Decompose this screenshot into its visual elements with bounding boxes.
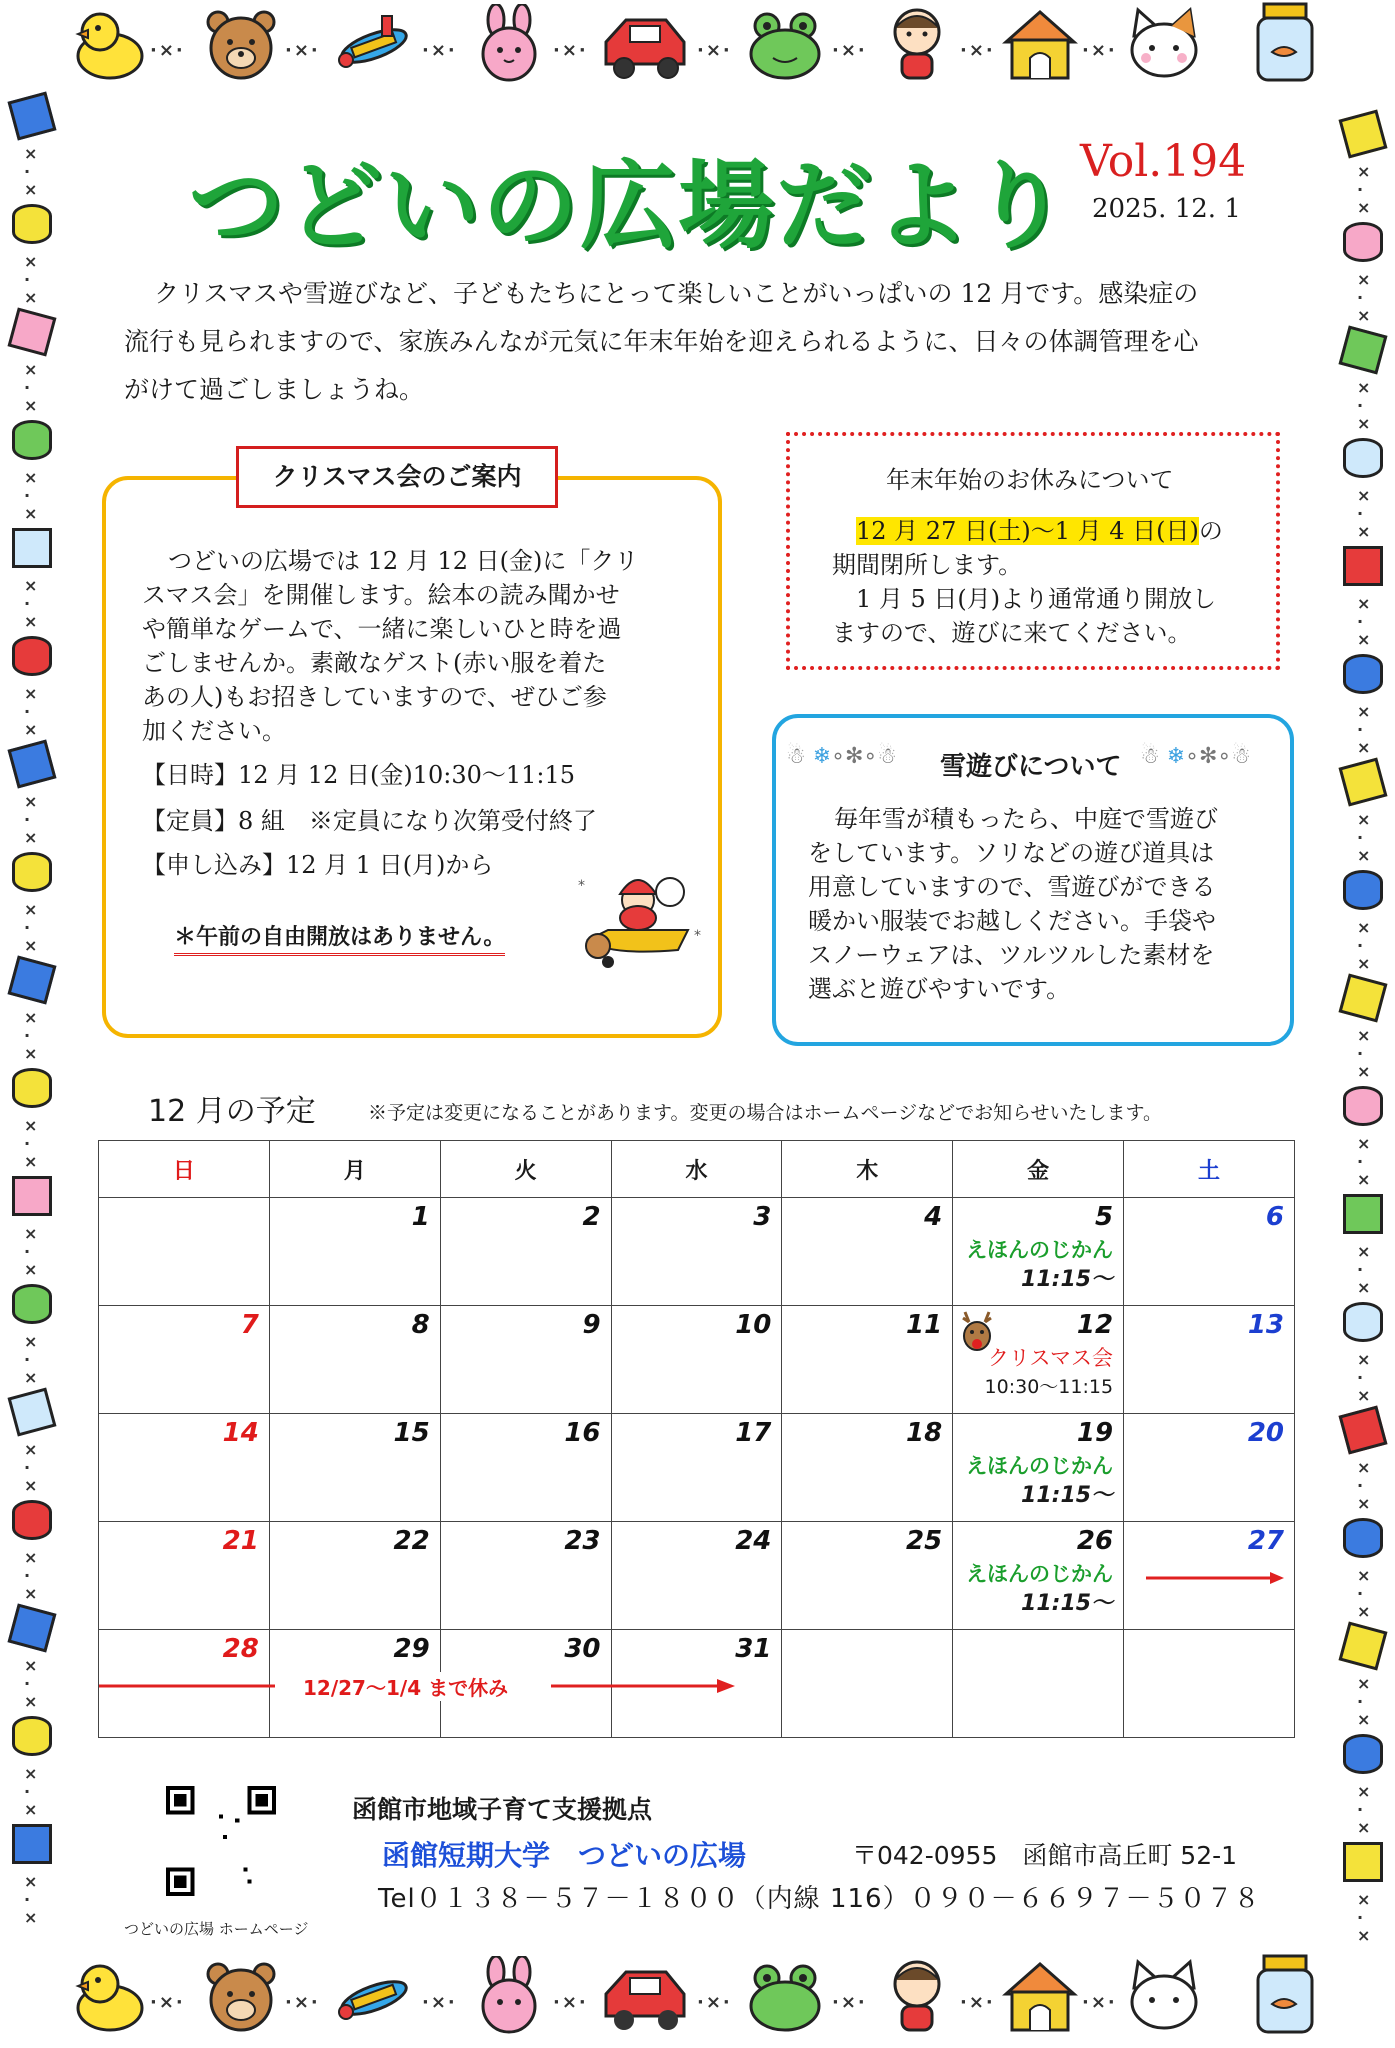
border-x-mark: × — [24, 684, 38, 703]
left-border-decoration — [0, 96, 60, 1952]
border-x-mark: × — [1357, 594, 1371, 613]
toy-block-icon — [12, 204, 52, 244]
calendar-day-cell — [1124, 1198, 1295, 1306]
rabbit-icon — [470, 4, 548, 82]
border-x-mark: × — [24, 1800, 38, 1819]
border-x-mark: × — [24, 1548, 38, 1567]
christmas-note: ＊午前の自由開放はありません。 — [174, 920, 505, 956]
toy-block-icon — [1343, 1086, 1383, 1126]
calendar-day-cell — [611, 1414, 782, 1522]
border-x-mark: × — [1357, 162, 1371, 181]
calendar-day-cell — [440, 1306, 611, 1414]
border-x-mark: × — [24, 900, 38, 919]
border-x-mark: × — [24, 1008, 38, 1027]
toy-block-icon — [1339, 326, 1388, 375]
day-number: 7 — [240, 1310, 259, 1340]
day-number: 30 — [564, 1634, 601, 1664]
weekday-thu: 木 — [782, 1141, 953, 1198]
day-number: 27 — [1247, 1526, 1284, 1556]
christmas-capacity-line: 【定員】8 組 ※定員になり次第受付終了 — [142, 807, 597, 835]
border-x-mark: × — [1357, 630, 1371, 649]
border-x-mark: · — [24, 918, 31, 937]
toy-block-icon — [12, 1284, 52, 1324]
border-x-mark: · — [1357, 828, 1364, 847]
day-number: 12 — [1076, 1310, 1114, 1340]
border-x-mark: × — [1357, 1350, 1371, 1369]
toy-block-icon — [12, 420, 52, 460]
border-x-mark: · — [24, 1350, 31, 1369]
border-x-mark: × — [24, 936, 38, 955]
girl-icon — [878, 4, 956, 82]
snow-body — [808, 802, 1278, 1006]
calendar-day-cell — [782, 1306, 953, 1414]
border-x-mark: × — [1357, 198, 1371, 217]
girl-icon — [878, 1956, 956, 2034]
calendar-week-row — [99, 1414, 1295, 1522]
day-number: 10 — [735, 1310, 772, 1340]
border-x-mark: × — [1357, 1782, 1371, 1801]
day-number: 6 — [1265, 1202, 1284, 1232]
christmas-body-line: ごしませんか。素敵なゲスト(赤い服を着た — [142, 649, 607, 677]
border-x-mark: × — [1357, 1458, 1371, 1477]
duck-icon — [70, 1958, 148, 2036]
border-x-mark: × — [1357, 306, 1371, 325]
rabbit-icon — [470, 1956, 548, 2034]
snow-body-line: 用意していますので、雪遊びができる — [808, 873, 1216, 901]
day-number: 21 — [222, 1526, 259, 1556]
event-ehon: えほんのじかん — [966, 1562, 1114, 1586]
snow-body-line: をしています。ソリなどの遊び道具は — [808, 839, 1215, 867]
event-ehon: えほんのじかん — [966, 1454, 1114, 1478]
border-x-mark: × — [1357, 378, 1371, 397]
border-x-mark: × — [1357, 522, 1371, 541]
jar-icon — [1250, 0, 1320, 86]
calendar-week-row — [99, 1522, 1295, 1630]
toy-block-icon — [1339, 758, 1388, 807]
toy-block-icon — [1343, 654, 1383, 694]
border-x-mark: × — [24, 576, 38, 595]
schedule-heading: 12 月の予定 — [148, 1094, 316, 1129]
christmas-body — [142, 544, 702, 748]
weekday-sat: 土 — [1124, 1141, 1295, 1198]
christmas-apply-line: 【申し込み】12 月 1 日(月)から — [142, 851, 494, 879]
bear-icon — [202, 6, 280, 84]
border-x-mark: · — [24, 378, 31, 397]
airplane-icon — [332, 2, 410, 80]
border-x-mark: · — [1357, 288, 1364, 307]
border-x-mark: × — [1357, 846, 1371, 865]
toy-block-icon — [12, 852, 52, 892]
border-x-mark: × — [24, 396, 38, 415]
border-x-mark: × — [24, 828, 38, 847]
border-x-mark: × — [1357, 486, 1371, 505]
toy-block-icon — [1343, 1518, 1383, 1558]
border-x-mark: · — [1357, 1692, 1364, 1711]
toy-block-icon — [12, 1500, 52, 1540]
svg-text:*: * — [578, 878, 585, 894]
border-x-mark: · — [1357, 180, 1364, 199]
christmas-body-line: 加ください。 — [142, 717, 286, 745]
top-border-decoration: ·×· ·×· ·×· ·×· ·×· ·×· ·×· ·×· — [0, 0, 1395, 96]
border-x-mark: × — [24, 1872, 38, 1891]
holiday-body — [832, 514, 1252, 650]
event-ehon-time: 11:15〜 — [1021, 1591, 1114, 1616]
volume-number: Vol.194 — [1080, 136, 1247, 187]
toy-block-icon — [12, 1824, 52, 1864]
snow-body-line: 毎年雪が積もったら、中庭で雪遊び — [834, 805, 1218, 833]
event-ehon-time: 11:15〜 — [1021, 1483, 1114, 1508]
snow-body-line: スノーウェアは、ツルツルした素材を — [808, 941, 1215, 969]
calendar-day-cell — [99, 1306, 270, 1414]
day-number: 31 — [735, 1634, 772, 1664]
border-x-mark: × — [24, 1584, 38, 1603]
border-x-mark: × — [1357, 1134, 1371, 1153]
day-number: 17 — [735, 1418, 772, 1448]
border-x-mark: · — [1357, 1152, 1364, 1171]
toy-block-icon — [1339, 110, 1388, 159]
border-x-mark: × — [1357, 1710, 1371, 1729]
border-x-mark: · — [1357, 1584, 1364, 1603]
border-x-mark: · — [1357, 1044, 1364, 1063]
border-x-mark: × — [24, 252, 38, 271]
border-x-mark: × — [24, 1908, 38, 1927]
day-number: 25 — [906, 1526, 943, 1556]
toy-block-icon — [12, 1716, 52, 1756]
day-number: 11 — [906, 1310, 943, 1340]
border-x-mark: × — [1357, 1386, 1371, 1405]
calendar-day-cell — [1124, 1522, 1295, 1630]
border-x-mark: · — [24, 702, 31, 721]
calendar-day-cell — [782, 1522, 953, 1630]
border-x-mark: × — [1357, 1026, 1371, 1045]
qr-caption: つどいの広場 ホームページ — [124, 1920, 309, 1938]
toy-block-icon — [1343, 222, 1383, 262]
day-number: 29 — [393, 1634, 430, 1664]
calendar-week-row — [99, 1198, 1295, 1306]
jar-icon — [1250, 1952, 1320, 2038]
calendar-header-row — [99, 1141, 1295, 1198]
day-number: 4 — [924, 1202, 943, 1232]
day-number: 28 — [222, 1634, 259, 1664]
christmas-box-label: クリスマス会のご案内 — [236, 446, 558, 508]
border-x-mark: × — [1357, 1602, 1371, 1621]
christmas-body-line: あの人)もお招きしていますので、ぜひご参 — [142, 683, 607, 711]
toy-block-icon — [1343, 1302, 1383, 1342]
calendar-day-cell — [953, 1522, 1124, 1630]
day-number: 2 — [582, 1202, 601, 1232]
calendar-day-cell — [782, 1630, 953, 1738]
toy-block-icon — [12, 1068, 52, 1108]
border-x-mark: × — [24, 1476, 38, 1495]
cat-icon — [1124, 1958, 1202, 2036]
bottom-border-decoration: ·×· ·×· ·×· ·×· ·×· ·×· ·×· ·×· — [0, 1952, 1395, 2048]
calendar-week-row — [99, 1306, 1295, 1414]
day-number: 14 — [222, 1418, 259, 1448]
day-number: 3 — [753, 1202, 772, 1232]
toy-block-icon — [12, 528, 52, 568]
toy-block-icon — [8, 1388, 57, 1437]
page-title: つどいの広場だより — [188, 150, 1070, 262]
toy-block-icon — [1339, 1406, 1388, 1455]
calendar-day-cell — [953, 1414, 1124, 1522]
border-x-mark: × — [1357, 954, 1371, 973]
snow-body-line: 選ぶと遊びやすいです。 — [808, 975, 1071, 1003]
calendar-table — [98, 1140, 1295, 1738]
day-number: 18 — [906, 1418, 943, 1448]
border-x-mark: · — [1357, 396, 1364, 415]
toy-block-icon — [12, 636, 52, 676]
closure-label: 12/27〜1/4 まで休み — [299, 1672, 512, 1701]
calendar-day-cell — [953, 1306, 1124, 1414]
christmas-body-line: や簡単なゲームで、一緒に楽しいひと時を過 — [142, 615, 622, 643]
toy-block-icon — [1339, 1622, 1388, 1671]
calendar-day-cell — [269, 1522, 440, 1630]
border-x-mark: × — [1357, 1242, 1371, 1261]
holiday-period: 12 月 27 日(土)〜1 月 4 日(日) — [856, 517, 1199, 545]
day-number: 15 — [393, 1418, 430, 1448]
border-x-mark: × — [1357, 1278, 1371, 1297]
border-x-mark: × — [1357, 1062, 1371, 1081]
toy-block-icon — [1343, 1842, 1383, 1882]
holiday-title: 年末年始のお休みについて — [886, 466, 1174, 494]
border-x-mark: × — [1357, 1926, 1371, 1945]
calendar-day-cell — [1124, 1414, 1295, 1522]
calendar-day-cell — [611, 1198, 782, 1306]
day-number: 23 — [564, 1526, 601, 1556]
border-x-mark: · — [24, 1134, 31, 1153]
calendar-day-cell — [269, 1198, 440, 1306]
calendar-day-cell — [269, 1414, 440, 1522]
weekday-fri: 金 — [953, 1141, 1124, 1198]
border-x-mark: × — [24, 1116, 38, 1135]
footer-name: 函館短期大学 つどいの広場 — [382, 1839, 747, 1872]
event-ehon-time: 11:15〜 — [1021, 1267, 1114, 1292]
svg-text:*: * — [694, 928, 701, 944]
day-number: 22 — [393, 1526, 430, 1556]
schedule-note: ※予定は変更になることがあります。変更の場合はホームページなどでお知らせいたします。 — [368, 1102, 1163, 1124]
calendar-day-cell — [99, 1198, 270, 1306]
toy-block-icon — [8, 1604, 57, 1653]
day-number: 19 — [1076, 1418, 1114, 1448]
border-x-mark: · — [1357, 936, 1364, 955]
snow-title: 雪遊びについて — [940, 752, 1122, 782]
border-x-mark: · — [24, 1026, 31, 1045]
snowman-icon: ☃ ❄∘✻∘☃ — [786, 744, 897, 769]
border-x-mark: × — [1357, 702, 1371, 721]
calendar-day-cell — [99, 1522, 270, 1630]
cat-icon — [1124, 6, 1202, 84]
calendar-week-row — [99, 1630, 1295, 1738]
calendar-day-cell — [1124, 1630, 1295, 1738]
holiday-body-line: 1 月 5 日(月)より通常通り開放し — [856, 585, 1217, 613]
toy-block-icon — [1343, 1734, 1383, 1774]
event-ehon: えほんのじかん — [966, 1238, 1114, 1262]
border-x-mark: × — [24, 504, 38, 523]
border-x-mark: × — [1357, 1674, 1371, 1693]
day-number: 16 — [564, 1418, 601, 1448]
airplane-icon — [332, 1954, 410, 2032]
calendar-day-cell — [782, 1414, 953, 1522]
right-border-decoration — [1335, 96, 1395, 1952]
calendar-day-cell — [1124, 1306, 1295, 1414]
border-x-mark: × — [1357, 738, 1371, 757]
toy-block-icon — [8, 740, 57, 789]
weekday-mon: 月 — [269, 1141, 440, 1198]
border-x-mark: × — [1357, 1890, 1371, 1909]
border-x-mark: × — [24, 1152, 38, 1171]
intro-paragraph — [124, 270, 1294, 414]
border-x-mark: · — [1357, 1800, 1364, 1819]
border-x-mark: × — [24, 1044, 38, 1063]
calendar-day-cell — [440, 1198, 611, 1306]
border-x-mark: × — [24, 1656, 38, 1675]
border-x-mark: · — [24, 270, 31, 289]
intro-line: クリスマスや雪遊びなど、子どもたちにとって楽しいことがいっぱいの 12 月です。感染症の — [154, 279, 1199, 308]
border-x-mark: × — [24, 1224, 38, 1243]
border-x-mark: × — [24, 288, 38, 307]
bear-icon — [202, 1958, 280, 2036]
calendar-day-cell — [99, 1414, 270, 1522]
border-x-mark: · — [24, 1566, 31, 1585]
border-x-mark: × — [24, 1332, 38, 1351]
day-number: 20 — [1247, 1418, 1284, 1448]
calendar-day-cell — [611, 1522, 782, 1630]
border-x-mark: × — [24, 180, 38, 199]
toy-block-icon — [1343, 438, 1383, 478]
day-number: 26 — [1076, 1526, 1114, 1556]
border-x-mark: · — [1357, 1260, 1364, 1279]
footer-address: 〒042-0955 函館市高丘町 52-1 — [852, 1841, 1238, 1870]
border-x-mark: · — [24, 594, 31, 613]
issue-date: 2025. 12. 1 — [1092, 194, 1241, 224]
border-x-mark: × — [24, 1440, 38, 1459]
border-x-mark: · — [1357, 504, 1364, 523]
event-christmas-time: 10:30〜11:15 — [984, 1376, 1114, 1398]
border-x-mark: · — [24, 1890, 31, 1909]
day-number: 5 — [1094, 1202, 1114, 1232]
border-x-mark: · — [24, 1242, 31, 1261]
border-x-mark: × — [1357, 1818, 1371, 1837]
intro-line: がけて過ごしましょうね。 — [124, 375, 425, 404]
christmas-date-line: 【日時】12 月 12 日(金)10:30〜11:15 — [142, 761, 576, 789]
closure-banner — [99, 1676, 739, 1700]
christmas-body-line: つどいの広場では 12 月 12 日(金)に「クリ — [168, 547, 639, 575]
intro-line: 流行も見られますので、家族みんなが元気に年末年始を迎えられるように、日々の体調管理を心 — [124, 327, 1199, 356]
christmas-body-line: スマス会」を開催します。絵本の読み聞かせ — [142, 581, 620, 609]
day-number: 1 — [411, 1202, 430, 1232]
border-x-mark: · — [1357, 612, 1364, 631]
qr-code[interactable] — [162, 1782, 280, 1900]
calendar-day-cell — [440, 1414, 611, 1522]
snowflake-icon: ☃ ❄∘✻∘☃ — [1140, 744, 1251, 769]
weekday-tue: 火 — [440, 1141, 611, 1198]
border-x-mark: × — [1357, 810, 1371, 829]
car-icon — [600, 8, 692, 86]
border-x-mark: × — [24, 1764, 38, 1783]
calendar-day-cell — [782, 1198, 953, 1306]
border-x-mark: × — [24, 1260, 38, 1279]
toy-block-icon — [1339, 974, 1388, 1023]
toy-block-icon — [8, 92, 57, 141]
calendar-day-cell — [611, 1306, 782, 1414]
toy-block-icon — [8, 956, 57, 1005]
border-x-mark: × — [24, 792, 38, 811]
border-x-mark: × — [1357, 1566, 1371, 1585]
border-x-mark: × — [1357, 1494, 1371, 1513]
event-christmas: クリスマス会 — [987, 1346, 1114, 1370]
border-x-mark: × — [24, 612, 38, 631]
calendar-day-cell — [269, 1306, 440, 1414]
weekday-wed: 水 — [611, 1141, 782, 1198]
calendar-day-cell — [953, 1630, 1124, 1738]
border-x-mark: × — [24, 360, 38, 379]
car-icon — [600, 1960, 692, 2038]
day-number: 24 — [735, 1526, 772, 1556]
holiday-body-line: ますので、遊びに来てください。 — [832, 619, 1192, 647]
border-x-mark: · — [1357, 720, 1364, 739]
footer-tel: Tel０１３８－５７－１８００（内線 116）０９０－６６９７－５０７８ — [378, 1884, 1261, 1914]
border-x-mark: · — [24, 1782, 31, 1801]
holiday-period-line — [832, 514, 1252, 548]
border-x-mark: · — [24, 1674, 31, 1693]
border-x-mark: · — [24, 810, 31, 829]
border-x-mark: × — [24, 144, 38, 163]
border-x-mark: × — [24, 1692, 38, 1711]
footer-org: 函館市地域子育て支援拠点 — [352, 1795, 653, 1824]
border-x-mark: · — [1357, 1476, 1364, 1495]
border-x-mark: × — [24, 468, 38, 487]
border-x-mark: × — [1357, 918, 1371, 937]
border-x-mark: × — [1357, 270, 1371, 289]
frog-icon — [745, 6, 823, 84]
house-icon — [1000, 1958, 1078, 2036]
holiday-period-suffix: の — [1198, 517, 1223, 545]
toy-block-icon — [1343, 546, 1383, 586]
santa-sleigh-icon — [568, 860, 708, 970]
border-x-mark: · — [24, 162, 31, 181]
border-x-mark: × — [24, 1368, 38, 1387]
border-x-mark: × — [1357, 1170, 1371, 1189]
border-x-mark: × — [24, 720, 38, 739]
frog-icon — [745, 1958, 823, 2036]
border-x-mark: · — [24, 486, 31, 505]
day-number: 9 — [582, 1310, 601, 1340]
house-icon — [1000, 6, 1078, 84]
toy-block-icon — [8, 308, 57, 357]
snow-body-line: 暖かい服装でお越しください。手袋や — [808, 907, 1216, 935]
day-number: 13 — [1247, 1310, 1284, 1340]
calendar-day-cell — [440, 1522, 611, 1630]
weekday-sun: 日 — [99, 1141, 270, 1198]
closure-arrow — [1146, 1570, 1286, 1590]
border-x-mark: · — [24, 1458, 31, 1477]
toy-block-icon — [12, 1176, 52, 1216]
toy-block-icon — [1343, 870, 1383, 910]
holiday-body-line: 期間閉所します。 — [832, 551, 1023, 579]
duck-icon — [70, 6, 148, 84]
border-x-mark: · — [1357, 1908, 1364, 1927]
border-x-mark: × — [1357, 414, 1371, 433]
day-number: 8 — [411, 1310, 430, 1340]
border-x-mark: · — [1357, 1368, 1364, 1387]
calendar-day-cell — [953, 1198, 1124, 1306]
toy-block-icon — [1343, 1194, 1383, 1234]
